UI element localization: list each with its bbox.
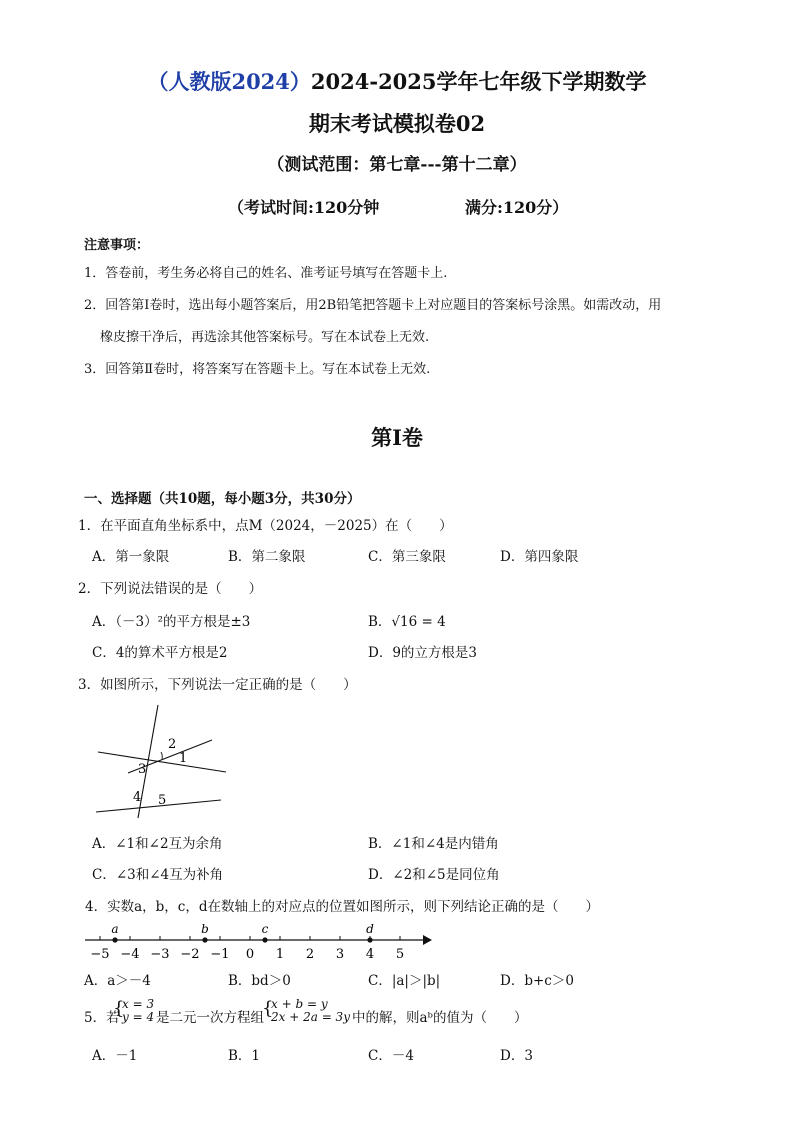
number-line-tick-label: 4 bbox=[365, 947, 375, 962]
number-line-tick-label: 1 bbox=[275, 947, 285, 962]
full-score: 满分:120分） bbox=[465, 198, 569, 217]
q5-option-c: C．－4 bbox=[368, 1048, 414, 1064]
exam-title-text: 2024-2025学年七年级下学期数学 bbox=[310, 69, 647, 94]
number-line-tick-label: 5 bbox=[395, 947, 405, 962]
q2-stem: 2．下列说法错误的是（ ） bbox=[78, 581, 263, 597]
notice-heading: 注意事项： bbox=[84, 238, 150, 253]
number-line-point-label-d: d bbox=[366, 922, 374, 936]
q4-stem: 4．实数a，b，c，d在数轴上的对应点的位置如图所示，则下列结论正确的是（ ） bbox=[85, 899, 599, 915]
q2-option-b: B．√16 = 4 bbox=[368, 614, 446, 630]
number-line-point-label-a: a bbox=[111, 922, 119, 936]
q1-option-b: B．第二象限 bbox=[228, 549, 306, 565]
edition-tag: （人教版2024） bbox=[147, 69, 311, 94]
section-heading: 一、选择题（共10题，每小题3分，共30分） bbox=[84, 491, 361, 507]
q3-option-b: B．∠1和∠4是内错角 bbox=[368, 836, 499, 852]
exam-subtitle: 期末考试模拟卷02 bbox=[308, 111, 486, 136]
q1-option-a: A．第一象限 bbox=[92, 549, 170, 565]
q5-system-1-eq2: y = 4 bbox=[122, 1010, 155, 1024]
number-line-tick-label: −1 bbox=[210, 947, 230, 962]
q5-system-2 bbox=[271, 998, 350, 1024]
number-line-tick-label: −3 bbox=[150, 947, 170, 962]
q4-option-b: B．bd＞0 bbox=[228, 973, 291, 989]
q5-stem-pre: 5．若 bbox=[84, 1010, 120, 1026]
q3-angle-label-4: 4 bbox=[133, 790, 142, 805]
q5-option-d: D．3 bbox=[500, 1048, 533, 1064]
q2-option-d: D．9的立方根是3 bbox=[368, 645, 478, 661]
notice-item-1: 1．答卷前，考生务必将自己的姓名、准考证号填写在答题卡上. bbox=[84, 266, 448, 281]
q3-angle-label-3: 3 bbox=[138, 762, 147, 777]
q3-angle-label-5: 5 bbox=[158, 793, 167, 808]
q5-option-b: B．1 bbox=[228, 1048, 261, 1064]
q2-option-c: C．4的算术平方根是2 bbox=[92, 645, 228, 661]
q2-option-a: A．（－3）²的平方根是±3 bbox=[92, 614, 251, 630]
q5-stem-post: 中的解，则aᵇ的值为（ ） bbox=[352, 1010, 528, 1026]
number-line-point-d bbox=[367, 937, 372, 942]
number-line-tick-label: 0 bbox=[245, 947, 255, 962]
number-line-point-label-c: c bbox=[261, 922, 269, 936]
exam-time: （考试时间:120分钟 bbox=[228, 198, 380, 217]
number-line-tick-label: −4 bbox=[120, 947, 140, 962]
q3-option-a: A．∠1和∠2互为余角 bbox=[92, 836, 223, 852]
number-line-tick-label: 3 bbox=[335, 947, 345, 962]
number-line-arrow-icon bbox=[423, 935, 432, 945]
q5-system-2-eq1: x + b = y bbox=[271, 997, 328, 1011]
notice-item-3: 3．回答第Ⅱ卷时，将答案写在答题卡上。写在本试卷上无效. bbox=[84, 362, 431, 377]
number-line-point-c bbox=[262, 937, 267, 942]
test-range: （测试范围：第七章---第十二章） bbox=[267, 155, 527, 175]
q3-option-d: D．∠2和∠5是同位角 bbox=[368, 867, 500, 883]
number-line-tick-label: −2 bbox=[180, 947, 200, 962]
number-line-tick-label: −5 bbox=[90, 947, 110, 962]
number-line-point-label-b: b bbox=[201, 922, 209, 936]
q3-angle-arc bbox=[161, 752, 162, 759]
q4-number-line bbox=[80, 918, 440, 966]
section-title: 第Ⅰ卷 bbox=[371, 425, 423, 450]
q5-system-2-eq2: 2x + 2a = 3y bbox=[271, 1010, 350, 1024]
q4-option-a: A．a＞－4 bbox=[84, 973, 151, 989]
q5-brace-2: { bbox=[262, 998, 274, 1019]
q5-system-1 bbox=[122, 998, 154, 1024]
q1-option-d: D．第四象限 bbox=[500, 549, 579, 565]
q3-figure bbox=[88, 700, 238, 820]
number-line-tick-label: 2 bbox=[305, 947, 315, 962]
number-line-point-b bbox=[202, 937, 207, 942]
q5-option-a: A．－1 bbox=[92, 1048, 138, 1064]
q1-stem: 1．在平面直角坐标系中，点M（2024，－2025）在（ ） bbox=[78, 518, 453, 534]
q3-stem: 3．如图所示，下列说法一定正确的是（ ） bbox=[78, 677, 357, 693]
q3-angle-label-2: 2 bbox=[168, 737, 177, 752]
exam-title bbox=[0, 66, 794, 96]
q4-option-d: D．b+c＞0 bbox=[500, 973, 574, 989]
q4-option-c: C．|a|＞|b| bbox=[368, 973, 441, 989]
q1-option-c: C．第三象限 bbox=[368, 549, 446, 565]
notice-item-2: 2．回答第Ⅰ卷时，选出每小题答案后，用2B铅笔把答题卡上对应题目的答案标号涂黑。如需改动，用 bbox=[84, 298, 662, 313]
q3-angle-label-1: 1 bbox=[179, 751, 188, 766]
q3-option-c: C．∠3和∠4互为补角 bbox=[92, 867, 224, 883]
q5-system-1-eq1: x = 3 bbox=[122, 997, 155, 1011]
q5-brace-1: { bbox=[113, 998, 125, 1019]
number-line-point-a bbox=[112, 937, 117, 942]
notice-item-2-cont: 橡皮擦干净后，再选涂其他答案标号。写在本试卷上无效. bbox=[100, 330, 430, 345]
q5-stem-mid: 是二元一次方程组 bbox=[156, 1010, 264, 1026]
